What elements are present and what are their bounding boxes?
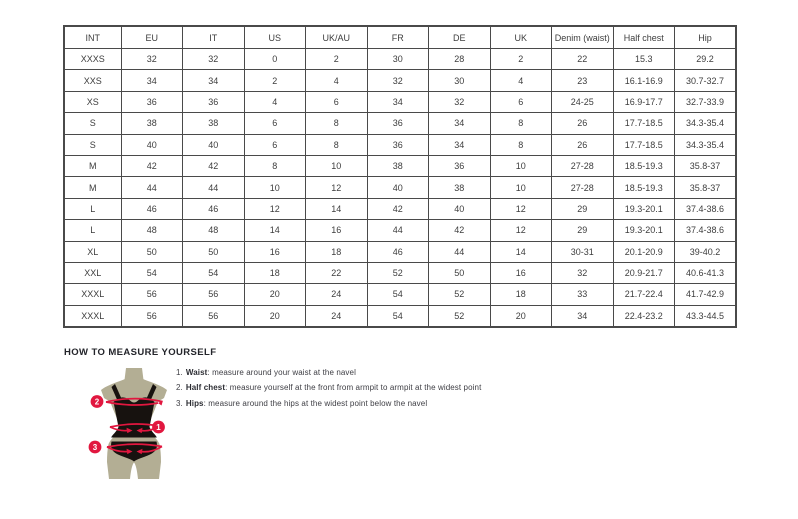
size-cell: 8	[490, 113, 552, 134]
size-cell: 27-28	[552, 155, 614, 176]
size-cell: 32	[552, 262, 614, 283]
size-cell: 37.4-38.6	[675, 220, 737, 241]
step-label: Hips	[185, 398, 204, 408]
size-cell: 20	[244, 284, 306, 305]
size-cell: 56	[121, 284, 183, 305]
size-cell: 52	[429, 305, 491, 327]
size-cell: 2	[490, 49, 552, 70]
step-label: Half chest	[185, 383, 226, 393]
badge-1	[152, 421, 165, 434]
column-header: IT	[183, 26, 245, 49]
measure-steps	[176, 368, 481, 414]
size-cell: M	[64, 155, 121, 176]
size-cell: 18	[490, 284, 552, 305]
step-number: 1.	[176, 368, 183, 377]
column-header: DE	[429, 26, 491, 49]
step-number: 2.	[176, 383, 183, 393]
size-cell: 12	[490, 198, 552, 219]
size-cell: 26	[552, 134, 614, 155]
size-cell: 14	[244, 220, 306, 241]
column-header: Half chest	[613, 26, 675, 49]
size-cell: 52	[429, 284, 491, 305]
size-cell: 28	[429, 49, 491, 70]
size-cell: 18.5-19.3	[613, 155, 675, 176]
size-cell: 40	[183, 134, 245, 155]
size-cell: 8	[490, 134, 552, 155]
size-cell: 32	[183, 49, 245, 70]
size-chart	[63, 25, 737, 328]
column-header: FR	[367, 26, 429, 49]
size-cell: 2	[244, 70, 306, 91]
step-text: : measure around your waist at the navel	[207, 368, 356, 377]
size-cell: 16	[244, 241, 306, 262]
size-cell: 34	[367, 91, 429, 112]
size-cell: 44	[121, 177, 183, 198]
table-row	[64, 49, 736, 70]
table-row	[64, 284, 736, 305]
size-cell: 42	[121, 155, 183, 176]
size-cell: 36	[429, 155, 491, 176]
size-cell: 6	[244, 134, 306, 155]
size-cell: 54	[367, 305, 429, 327]
size-cell: 48	[183, 220, 245, 241]
table-row	[64, 91, 736, 112]
size-cell: 56	[183, 284, 245, 305]
size-cell: 14	[306, 198, 368, 219]
size-cell: 22	[306, 262, 368, 283]
size-cell: 30	[367, 49, 429, 70]
size-cell: 34.3-35.4	[675, 134, 737, 155]
size-cell: XXL	[64, 262, 121, 283]
size-cell: 40	[367, 177, 429, 198]
size-cell: 29	[552, 198, 614, 219]
svg-text:3: 3	[92, 442, 98, 452]
size-cell: 43.3-44.5	[675, 305, 737, 327]
svg-text:1: 1	[156, 422, 161, 432]
size-cell: 21.7-22.4	[613, 284, 675, 305]
size-cell: 54	[367, 284, 429, 305]
table-row	[64, 70, 736, 91]
size-cell: 14	[490, 241, 552, 262]
size-cell: 36	[183, 91, 245, 112]
size-cell: 38	[183, 113, 245, 134]
size-cell: 36	[121, 91, 183, 112]
size-cell: 34	[121, 70, 183, 91]
size-cell: 30.7-32.7	[675, 70, 737, 91]
size-cell: 6	[306, 91, 368, 112]
size-cell: 8	[306, 113, 368, 134]
table-row	[64, 177, 736, 198]
size-cell: 52	[367, 262, 429, 283]
measure-step-waist	[176, 368, 481, 383]
size-cell: M	[64, 177, 121, 198]
size-cell: 40.6-41.3	[675, 262, 737, 283]
size-cell: 54	[183, 262, 245, 283]
size-cell: 42	[429, 220, 491, 241]
measure-heading: HOW TO MEASURE YOURSELF	[64, 347, 217, 358]
size-cell: 16.9-17.7	[613, 91, 675, 112]
size-cell: 0	[244, 49, 306, 70]
column-header: Denim (waist)	[552, 26, 614, 49]
table-row	[64, 113, 736, 134]
size-cell: 44	[367, 220, 429, 241]
size-cell: 40	[121, 134, 183, 155]
size-cell: 32	[121, 49, 183, 70]
size-cell: XXXL	[64, 305, 121, 327]
size-cell: 20.9-21.7	[613, 262, 675, 283]
size-cell: 32	[429, 91, 491, 112]
size-cell: 24	[306, 284, 368, 305]
column-header: UK/AU	[306, 26, 368, 49]
size-cell: 29.2	[675, 49, 737, 70]
size-cell: 12	[244, 198, 306, 219]
size-cell: 24-25	[552, 91, 614, 112]
size-cell: 30	[429, 70, 491, 91]
size-cell: XS	[64, 91, 121, 112]
size-cell: 30-31	[552, 241, 614, 262]
size-cell: 6	[490, 91, 552, 112]
size-cell: 20	[244, 305, 306, 327]
size-cell: XL	[64, 241, 121, 262]
size-cell: 29	[552, 220, 614, 241]
size-cell: 12	[490, 220, 552, 241]
size-cell: XXXL	[64, 284, 121, 305]
size-chart-table	[63, 25, 737, 328]
size-cell: 4	[306, 70, 368, 91]
size-cell: XXXS	[64, 49, 121, 70]
size-cell: 20.1-20.9	[613, 241, 675, 262]
column-header: INT	[64, 26, 121, 49]
size-cell: 22	[552, 49, 614, 70]
size-chart-header-row	[64, 26, 736, 49]
size-cell: 35.8-37	[675, 177, 737, 198]
table-row	[64, 155, 736, 176]
size-cell: 27-28	[552, 177, 614, 198]
size-cell: 34.3-35.4	[675, 113, 737, 134]
size-cell: 2	[306, 49, 368, 70]
size-cell: 17.7-18.5	[613, 113, 675, 134]
size-cell: 26	[552, 113, 614, 134]
size-cell: L	[64, 220, 121, 241]
size-cell: 10	[490, 177, 552, 198]
size-cell: 23	[552, 70, 614, 91]
column-header: US	[244, 26, 306, 49]
size-cell: 4	[490, 70, 552, 91]
size-cell: 56	[183, 305, 245, 327]
size-cell: 50	[183, 241, 245, 262]
size-cell: 16	[306, 220, 368, 241]
size-cell: 46	[183, 198, 245, 219]
size-cell: 19.3-20.1	[613, 220, 675, 241]
table-row	[64, 198, 736, 219]
table-row	[64, 134, 736, 155]
size-cell: 18	[244, 262, 306, 283]
svg-text:2: 2	[94, 397, 100, 407]
size-cell: 8	[244, 155, 306, 176]
size-cell: 36	[367, 113, 429, 134]
size-cell: 50	[429, 262, 491, 283]
size-cell: 44	[429, 241, 491, 262]
size-cell: 38	[429, 177, 491, 198]
table-header-row	[64, 26, 736, 49]
size-cell: 16.1-16.9	[613, 70, 675, 91]
size-cell: 38	[121, 113, 183, 134]
size-cell: 37.4-38.6	[675, 198, 737, 219]
size-cell: 10	[244, 177, 306, 198]
size-cell: 34	[429, 113, 491, 134]
size-cell: 34	[429, 134, 491, 155]
column-header: Hip	[675, 26, 737, 49]
size-cell: 20	[490, 305, 552, 327]
size-cell: 34	[552, 305, 614, 327]
table-row	[64, 305, 736, 327]
size-cell: 42	[183, 155, 245, 176]
size-cell: 18.5-19.3	[613, 177, 675, 198]
step-number: 3.	[176, 398, 183, 408]
size-cell: 35.8-37	[675, 155, 737, 176]
column-header: UK	[490, 26, 552, 49]
badge-2	[91, 395, 104, 408]
size-cell: 8	[306, 134, 368, 155]
column-header: EU	[121, 26, 183, 49]
size-cell: 15.3	[613, 49, 675, 70]
table-row	[64, 220, 736, 241]
size-cell: 24	[306, 305, 368, 327]
step-text: : measure around the hips at the widest point below the navel	[203, 398, 428, 408]
size-cell: 48	[121, 220, 183, 241]
table-row	[64, 241, 736, 262]
size-cell: 39-40.2	[675, 241, 737, 262]
size-cell: 36	[367, 134, 429, 155]
size-cell: 32.7-33.9	[675, 91, 737, 112]
size-cell: 38	[367, 155, 429, 176]
size-cell: 18	[306, 241, 368, 262]
size-cell: 41.7-42.9	[675, 284, 737, 305]
size-cell: 44	[183, 177, 245, 198]
size-cell: 17.7-18.5	[613, 134, 675, 155]
size-cell: XXS	[64, 70, 121, 91]
size-cell: 34	[183, 70, 245, 91]
size-cell: 42	[367, 198, 429, 219]
mannequin-illustration	[84, 366, 184, 492]
size-cell: 6	[244, 113, 306, 134]
size-cell: 19.3-20.1	[613, 198, 675, 219]
measurement-figure	[84, 366, 184, 492]
size-cell: 22.4-23.2	[613, 305, 675, 327]
measure-step-hips	[176, 399, 481, 414]
step-text: : measure yourself at the front from armpit to armpit at the widest point	[225, 383, 482, 393]
size-cell: S	[64, 113, 121, 134]
size-cell: 32	[367, 70, 429, 91]
size-cell: 12	[306, 177, 368, 198]
measure-step-half-chest	[176, 383, 481, 398]
badge-3	[89, 441, 102, 454]
size-cell: 10	[306, 155, 368, 176]
size-cell: 33	[552, 284, 614, 305]
step-label: Waist	[185, 368, 208, 377]
size-cell: 40	[429, 198, 491, 219]
size-chart-body	[64, 49, 736, 328]
size-cell: 50	[121, 241, 183, 262]
size-cell: 54	[121, 262, 183, 283]
size-cell: 16	[490, 262, 552, 283]
size-cell: 46	[121, 198, 183, 219]
size-cell: 4	[244, 91, 306, 112]
table-row	[64, 262, 736, 283]
size-cell: 10	[490, 155, 552, 176]
size-cell: 56	[121, 305, 183, 327]
size-cell: 46	[367, 241, 429, 262]
size-cell: L	[64, 198, 121, 219]
size-cell: S	[64, 134, 121, 155]
